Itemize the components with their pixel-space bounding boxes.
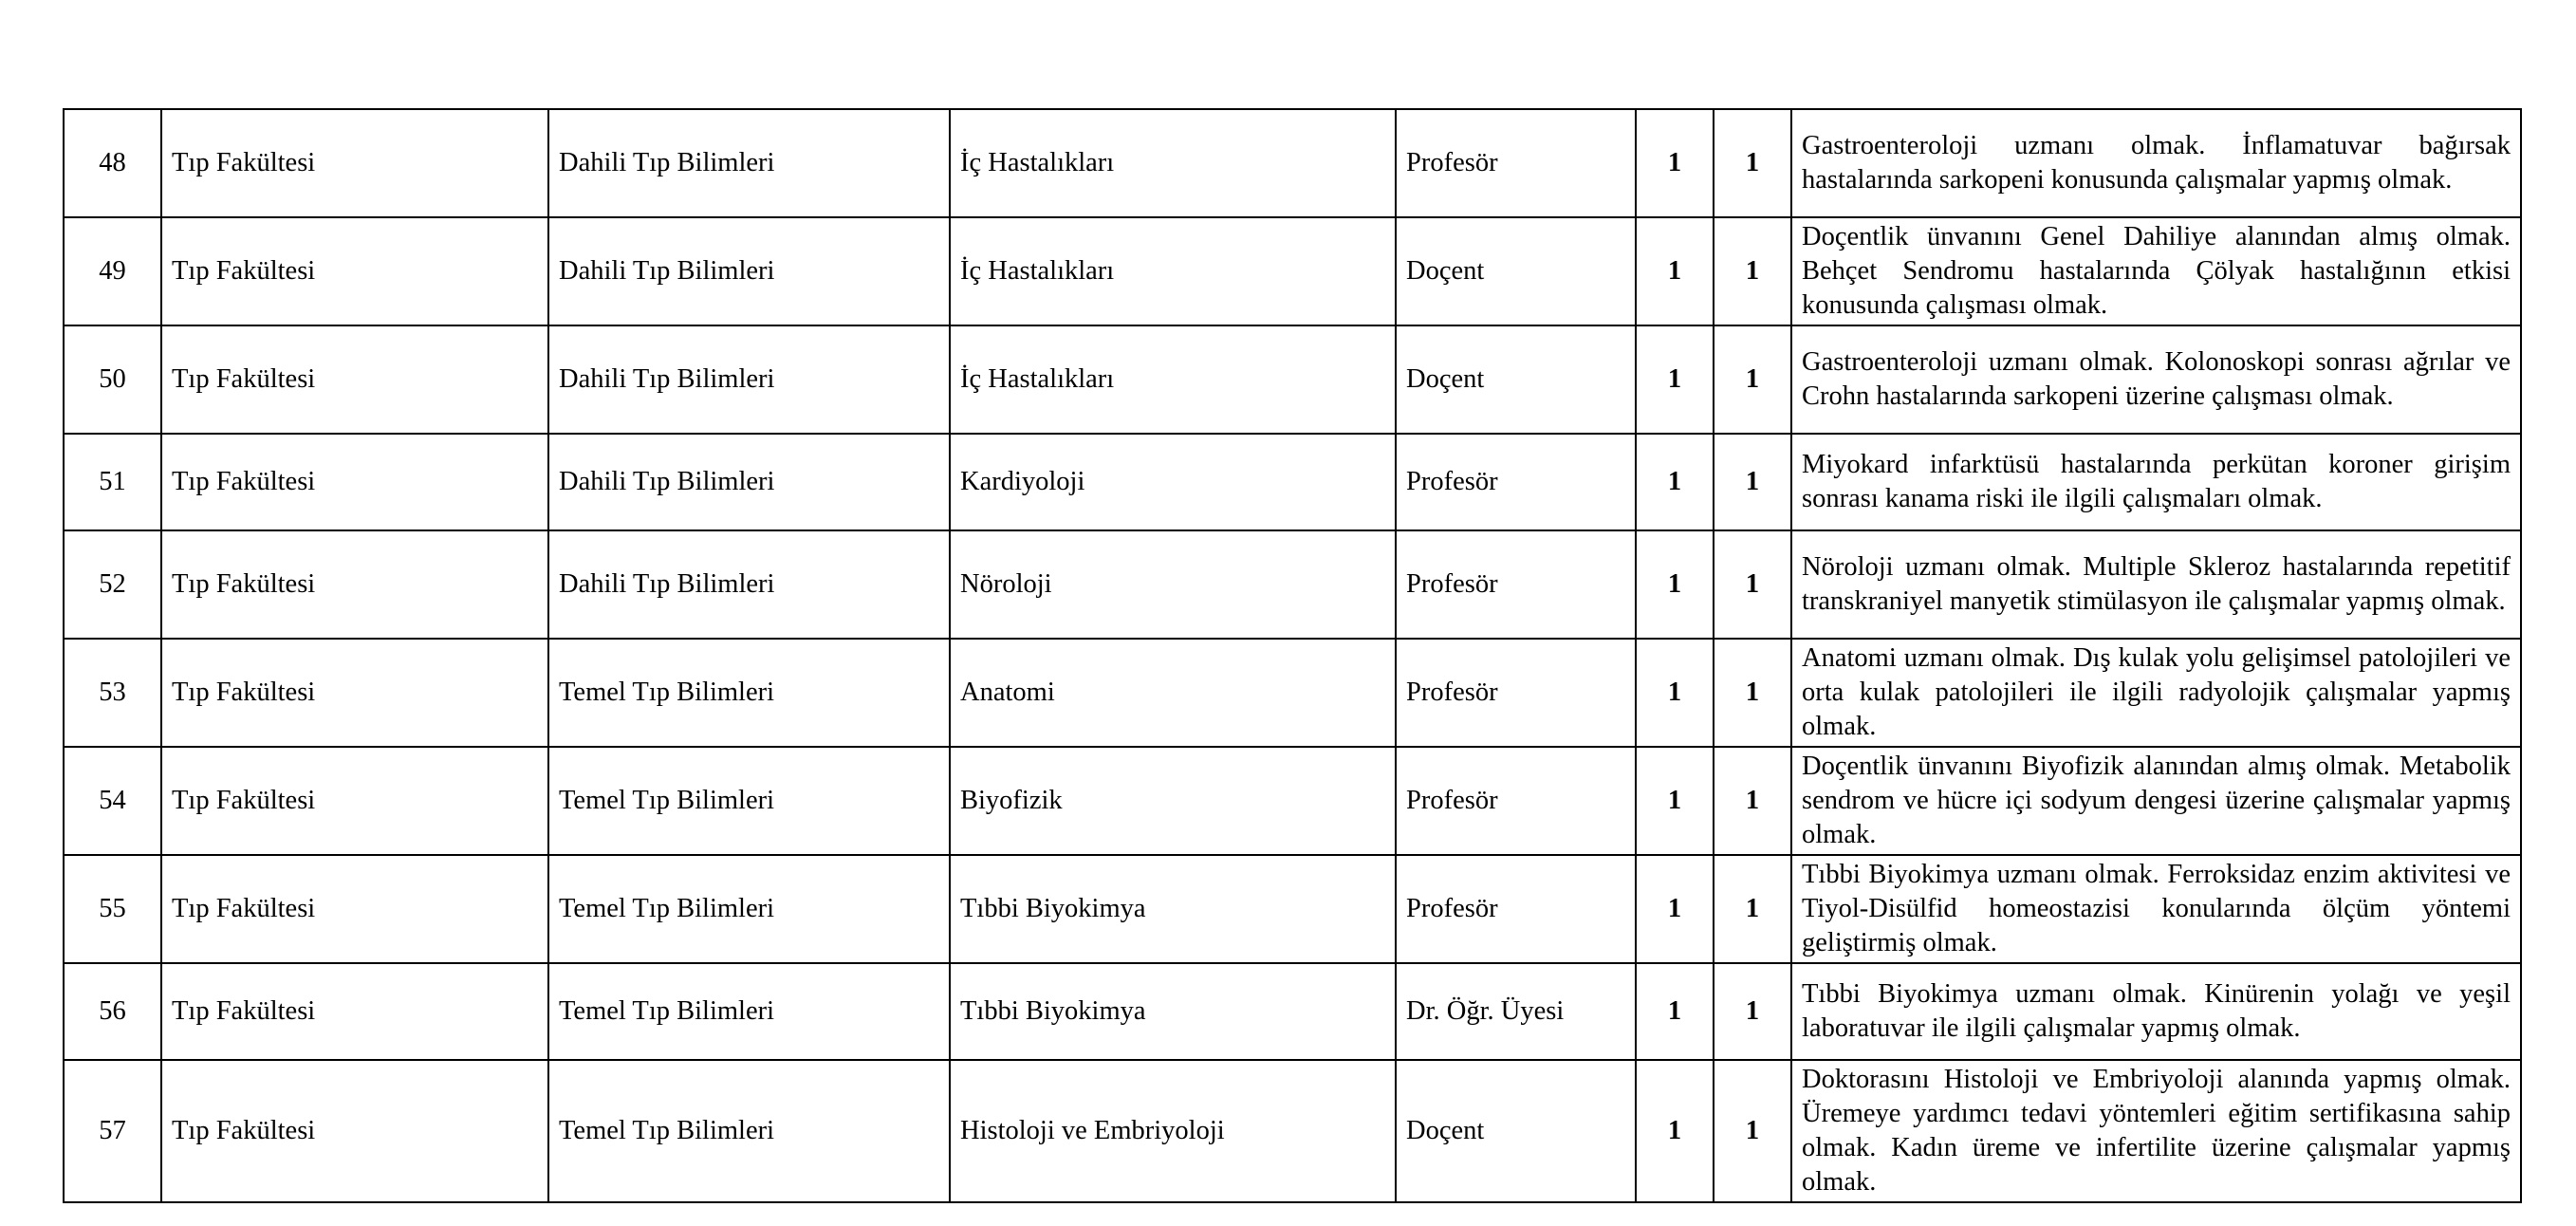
position-count-cell: 1 (1714, 217, 1791, 325)
row-number: 54 (64, 747, 161, 855)
position-count-cell: 1 (1714, 530, 1791, 639)
table-row (64, 109, 2521, 217)
table-row (64, 325, 2521, 434)
position-count-cell: 1 (1636, 325, 1714, 434)
faculty-cell: Tıp Fakültesi (161, 1060, 548, 1202)
position-count-cell: 1 (1636, 639, 1714, 747)
academic-title-cell: Profesör (1396, 747, 1636, 855)
division-cell: Dahili Tıp Bilimleri (548, 325, 950, 434)
row-number: 57 (64, 1060, 161, 1202)
division-cell: Temel Tıp Bilimleri (548, 639, 950, 747)
division-cell: Dahili Tıp Bilimleri (548, 530, 950, 639)
table-row (64, 217, 2521, 325)
requirements-cell: Tıbbi Biyokimya uzmanı olmak. Kinürenin yolağı ve yeşil laboratuvar ile ilgili çalışmalar yapmış olmak. (1791, 963, 2521, 1060)
table-row (64, 855, 2521, 963)
position-count-cell: 1 (1636, 747, 1714, 855)
row-number: 48 (64, 109, 161, 217)
requirements-cell: Nöroloji uzmanı olmak. Multiple Skleroz hastalarında repetitif transkraniyel manyetik stimülasyon ile çalışmalar yapmış olmak. (1791, 530, 2521, 639)
department-cell: İç Hastalıkları (950, 109, 1396, 217)
faculty-cell: Tıp Fakültesi (161, 855, 548, 963)
requirements-cell: Gastroenteroloji uzmanı olmak. İnflamatuvar bağırsak hastalarında sarkopeni konusunda çalışmalar yapmış olmak. (1791, 109, 2521, 217)
requirements-cell: Doçentlik ünvanını Biyofizik alanından almış olmak. Metabolik sendrom ve hücre içi sodyum dengesi üzerine çalışmalar yapmış olmak. (1791, 747, 2521, 855)
division-cell: Dahili Tıp Bilimleri (548, 109, 950, 217)
position-count-cell: 1 (1636, 109, 1714, 217)
faculty-positions-table (63, 108, 2522, 1203)
requirements-cell: Tıbbi Biyokimya uzmanı olmak. Ferroksidaz enzim aktivitesi ve Tiyol-Disülfid homeostazisi konularında ölçüm yöntemi geliştirmiş olmak. (1791, 855, 2521, 963)
department-cell: Anatomi (950, 639, 1396, 747)
academic-title-cell: Doçent (1396, 217, 1636, 325)
faculty-cell: Tıp Fakültesi (161, 963, 548, 1060)
requirements-cell: Gastroenteroloji uzmanı olmak. Kolonoskopi sonrası ağrılar ve Crohn hastalarında sarkopeni üzerine çalışması olmak. (1791, 325, 2521, 434)
academic-title-cell: Doçent (1396, 325, 1636, 434)
position-count-cell: 1 (1636, 434, 1714, 530)
division-cell: Temel Tıp Bilimleri (548, 747, 950, 855)
faculty-cell: Tıp Fakültesi (161, 325, 548, 434)
row-number: 51 (64, 434, 161, 530)
division-cell: Dahili Tıp Bilimleri (548, 434, 950, 530)
table-row (64, 639, 2521, 747)
division-cell: Temel Tıp Bilimleri (548, 963, 950, 1060)
department-cell: Biyofizik (950, 747, 1396, 855)
division-cell: Dahili Tıp Bilimleri (548, 217, 950, 325)
division-cell: Temel Tıp Bilimleri (548, 1060, 950, 1202)
department-cell: İç Hastalıkları (950, 217, 1396, 325)
position-count-cell: 1 (1714, 963, 1791, 1060)
department-cell: Histoloji ve Embriyoloji (950, 1060, 1396, 1202)
requirements-cell: Anatomi uzmanı olmak. Dış kulak yolu gelişimsel patolojileri ve orta kulak patolojileri ile ilgili radyolojik çalışmalar yapmış olmak. (1791, 639, 2521, 747)
position-count-cell: 1 (1714, 325, 1791, 434)
academic-title-cell: Profesör (1396, 530, 1636, 639)
academic-title-cell: Profesör (1396, 109, 1636, 217)
department-cell: Kardiyoloji (950, 434, 1396, 530)
department-cell: Tıbbi Biyokimya (950, 963, 1396, 1060)
position-count-cell: 1 (1714, 747, 1791, 855)
table-row (64, 747, 2521, 855)
position-count-cell: 1 (1714, 434, 1791, 530)
faculty-cell: Tıp Fakültesi (161, 434, 548, 530)
academic-title-cell: Doçent (1396, 1060, 1636, 1202)
row-number: 50 (64, 325, 161, 434)
division-cell: Temel Tıp Bilimleri (548, 855, 950, 963)
table-row (64, 434, 2521, 530)
table-row (64, 530, 2521, 639)
row-number: 55 (64, 855, 161, 963)
position-count-cell: 1 (1636, 855, 1714, 963)
department-cell: Nöroloji (950, 530, 1396, 639)
position-count-cell: 1 (1714, 109, 1791, 217)
position-count-cell: 1 (1636, 217, 1714, 325)
faculty-cell: Tıp Fakültesi (161, 639, 548, 747)
requirements-cell: Doktorasını Histoloji ve Embriyoloji alanında yapmış olmak. Üremeye yardımcı tedavi yöntemleri eğitim sertifikasına sahip olmak. Kadın üreme ve infertilite üzerine çalışmalar yapmış olmak. (1791, 1060, 2521, 1202)
requirements-cell: Doçentlik ünvanını Genel Dahiliye alanından almış olmak. Behçet Sendromu hastalarında Çölyak hastalığının etkisi konusunda çalışması olmak. (1791, 217, 2521, 325)
academic-title-cell: Dr. Öğr. Üyesi (1396, 963, 1636, 1060)
academic-title-cell: Profesör (1396, 434, 1636, 530)
table-row (64, 963, 2521, 1060)
position-count-cell: 1 (1714, 639, 1791, 747)
table-row (64, 1060, 2521, 1202)
table-body (64, 109, 2521, 1202)
academic-title-cell: Profesör (1396, 855, 1636, 963)
position-count-cell: 1 (1714, 1060, 1791, 1202)
department-cell: Tıbbi Biyokimya (950, 855, 1396, 963)
row-number: 56 (64, 963, 161, 1060)
faculty-cell: Tıp Fakültesi (161, 530, 548, 639)
position-count-cell: 1 (1636, 1060, 1714, 1202)
position-count-cell: 1 (1714, 855, 1791, 963)
academic-title-cell: Profesör (1396, 639, 1636, 747)
department-cell: İç Hastalıkları (950, 325, 1396, 434)
faculty-cell: Tıp Fakültesi (161, 109, 548, 217)
position-count-cell: 1 (1636, 963, 1714, 1060)
row-number: 49 (64, 217, 161, 325)
row-number: 52 (64, 530, 161, 639)
requirements-cell: Miyokard infarktüsü hastalarında perkütan koroner girişim sonrası kanama riski ile ilgili çalışmaları olmak. (1791, 434, 2521, 530)
row-number: 53 (64, 639, 161, 747)
faculty-cell: Tıp Fakültesi (161, 217, 548, 325)
faculty-cell: Tıp Fakültesi (161, 747, 548, 855)
position-count-cell: 1 (1636, 530, 1714, 639)
